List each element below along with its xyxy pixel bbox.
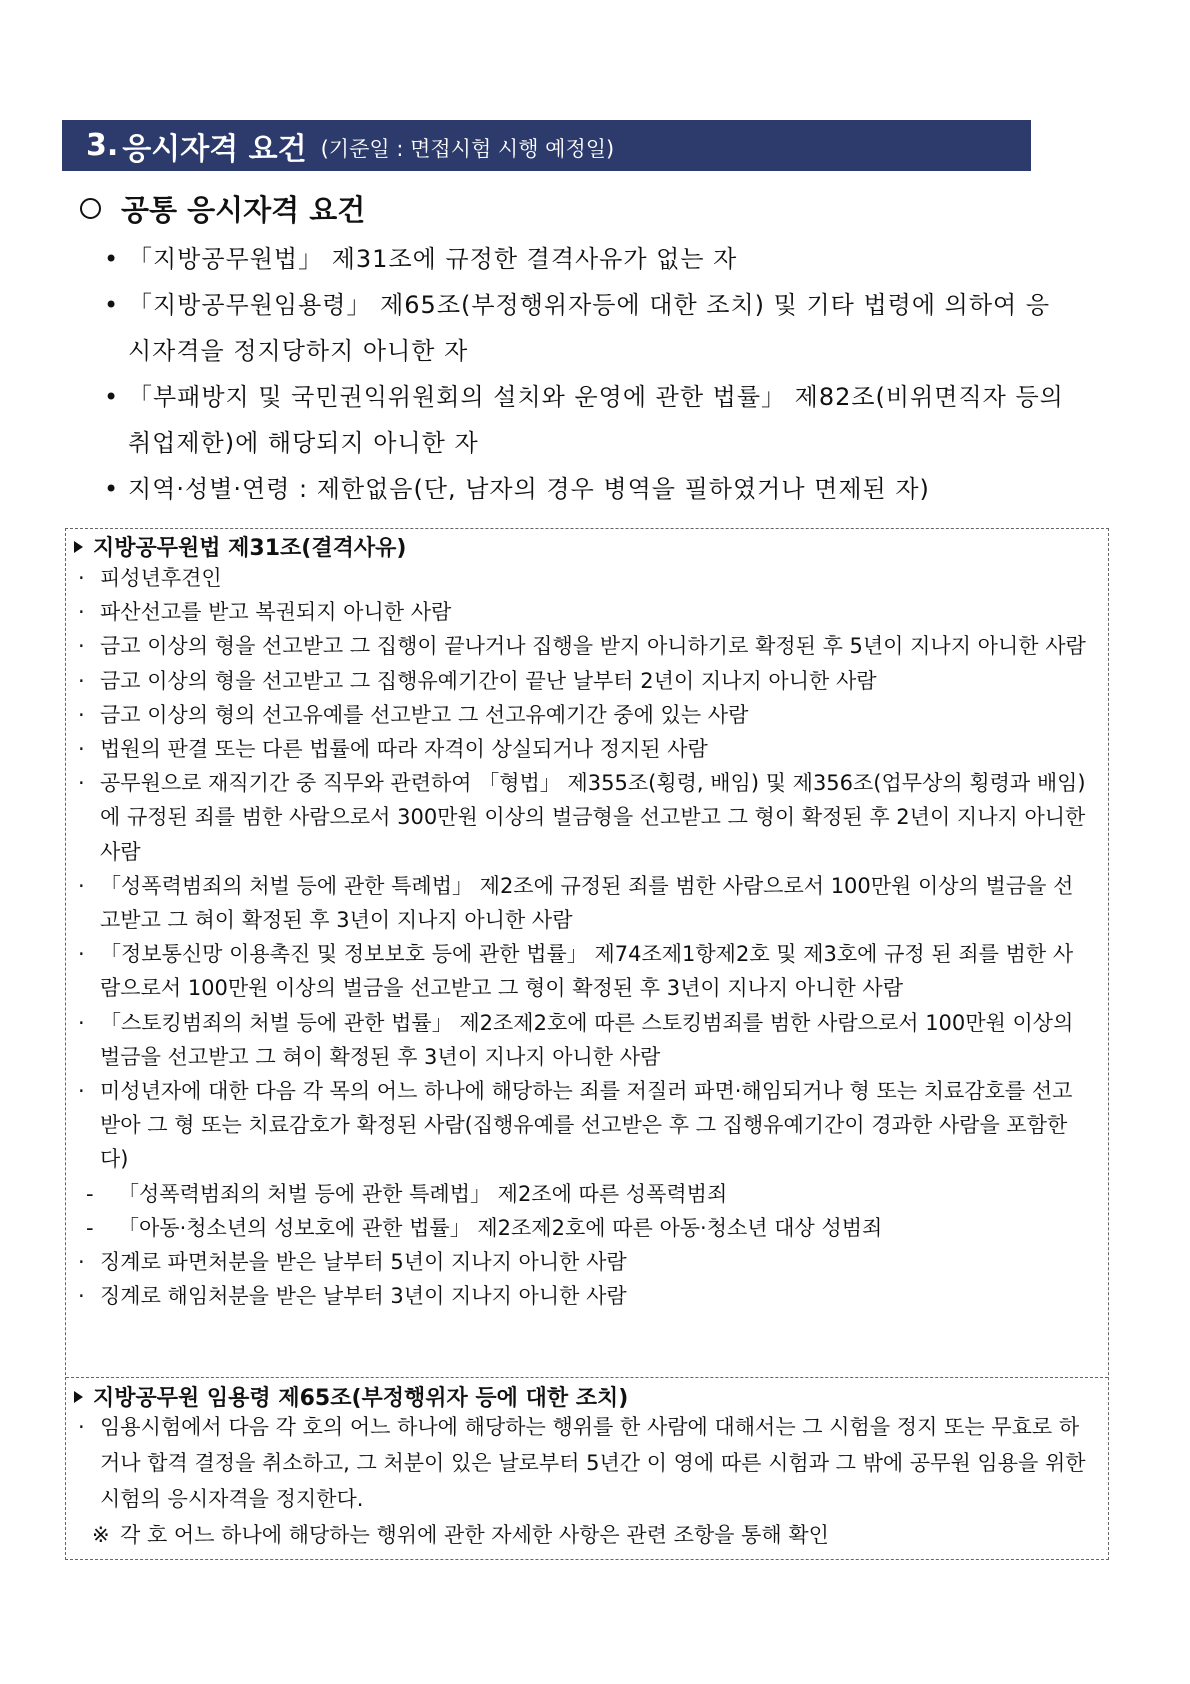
circle-bullet-icon (80, 198, 101, 219)
requirement-text: 지역·성별·연령 : 제한없음(단, 남자의 경우 병역을 필하였거나 면제된 자) (128, 475, 930, 503)
requirement-text: 「부패방지 및 국민권익위원회의 설치와 운영에 관한 법률」 제82조(비위면직자 등의 취업제한)에 해당되지 아니한 자 (128, 383, 1064, 457)
section-header-bar (62, 120, 1031, 171)
list-item: · 징계로 해임처분을 받은 날부터 3년이 지나지 아니한 사람 (78, 1284, 627, 1309)
list-item: · 공무원으로 재직기간 중 직무와 관련하여 「형법」 제355조(횡령, 배임) 및 제356조(업무상의 횡령과 배임)에 규정된 죄를 범한 사람으로서 300만원 이상의 벌금형을 선고받고 그 형이 확정된 후 2년이 지나지 아니한 사람 (78, 771, 1086, 864)
list-item (104, 236, 1064, 282)
section-number: 3. (86, 128, 119, 163)
bullet-icon: • (104, 245, 120, 273)
requirement-text: 「지방공무원법」 제31조에 규정한 결격사유가 없는 자 (128, 245, 738, 273)
list-item: · 파산선고를 받고 복권되지 아니한 사람 (78, 600, 452, 625)
list-item: · 「스토킹범죄의 처벌 등에 관한 법률」 제2조제2호에 따른 스토킹범죄를 범한 사람으로서 100만원 이상의 벌금을 선고받고 그 혀이 확정된 후 3년이 지나지 아니한 사람 (78, 1010, 1074, 1069)
bullet-icon: • (104, 475, 120, 503)
box1-heading (74, 531, 406, 562)
requirements-list (104, 236, 1064, 512)
list-item: · 법원의 판결 또는 다른 법률에 따라 자격이 상실되거나 정지된 사람 (78, 737, 708, 762)
section-heading: 응시자격 요건 (122, 131, 307, 167)
box1-heading-text: 지방공무원법 제31조(결격사유) (93, 536, 407, 561)
sub-list-item: - 「성폭력범죄의 처벌 등에 관한 특례법」 제2조에 따른 성폭력범죄 (86, 1181, 728, 1206)
note (78, 1517, 1088, 1553)
box2-list (78, 1409, 1088, 1553)
box-divider (66, 1377, 1108, 1378)
box1-list (78, 561, 1088, 1313)
list-item: · 피성년후견인 (78, 566, 222, 590)
list-item: · 금고 이상의 형의 선고유예를 선고받고 그 선고유예기간 중에 있는 사람 (78, 702, 749, 727)
list-item (104, 466, 1064, 512)
disqualification-box (65, 528, 1109, 1560)
list-item (104, 282, 1064, 374)
requirement-text: 「지방공무원임용령」 제65조(부정행위자등에 대한 조치) 및 기타 법령에 의하여 응시자격을 정지당하지 아니한 자 (128, 291, 1050, 365)
triangle-right-icon (74, 1391, 83, 1403)
list-item: · 금고 이상의 형을 선고받고 그 집행이 끝나거나 집행을 받지 아니하기로 확정된 후 5년이 지나지 아니한 사람 (78, 634, 1086, 659)
bullet-icon: • (104, 383, 120, 411)
sub-list-item: - 「아동·청소년의 성보호에 관한 법률」 제2조제2호에 따른 아동·청소년 대상 성범죄 (86, 1215, 883, 1240)
list-item: · 미성년자에 대한 다음 각 목의 어느 하나에 해당하는 죄를 저질러 파면·해임되거나 형 또는 치료감호를 선고받아 그 형 또는 치료감호가 확정된 사람(집행유예를 선고받은 후 그 집행유예기간이 경과한 사람을 포함한다) (78, 1079, 1073, 1172)
reference-mark-icon: ※ (92, 1523, 110, 1547)
list-item (104, 374, 1064, 466)
common-requirements-label: 공통 응시자격 요건 (121, 193, 366, 227)
list-item: · 「정보통신망 이용촉진 및 정보보호 등에 관한 법률」 제74조제1항제2호 및 제3호에 규정 된 죄를 범한 사람으로서 100만원 이상의 벌금을 선고받고 그 형이 확정된 후 3년이 지나지 아니한 사람 (78, 942, 1074, 1001)
list-item: · 「성폭력범죄의 처벌 등에 관한 특례법」 제2조에 규정된 죄를 범한 사람으로서 100만원 이상의 벌금을 선고받고 그 혀이 확정된 후 3년이 지나지 아니한 사람 (78, 873, 1074, 933)
triangle-right-icon (74, 541, 83, 553)
note-text: 각 호 어느 하나에 해당하는 행위에 관한 자세한 사항은 관련 조항을 통해 확인 (120, 1523, 829, 1547)
bullet-icon: • (104, 291, 120, 319)
list-item: · 임용시험에서 다음 각 호의 어느 하나에 해당하는 행위를 한 사람에 대해서는 그 시험을 정지 또는 무효로 하거나 합격 결정을 취소하고, 그 처분이 있은 날로부터 5년간 이 영에 따른 시험과 그 밖에 공무원 임용을 위한 시험의 응시자격을 정지한다. (78, 1415, 1086, 1511)
box2-heading (74, 1381, 628, 1412)
box2-heading-text: 지방공무원 임용령 제65조(부정행위자 등에 대한 조치) (93, 1386, 629, 1411)
section-subtitle: (기준일 : 면접시험 시행 예정일) (320, 136, 615, 161)
list-item: · 징계로 파면처분을 받은 날부터 5년이 지나지 아니한 사람 (78, 1250, 627, 1275)
common-requirements-title (80, 188, 365, 229)
list-item: · 금고 이상의 형을 선고받고 그 집행유예기간이 끝난 날부터 2년이 지나지 아니한 사람 (78, 668, 877, 693)
